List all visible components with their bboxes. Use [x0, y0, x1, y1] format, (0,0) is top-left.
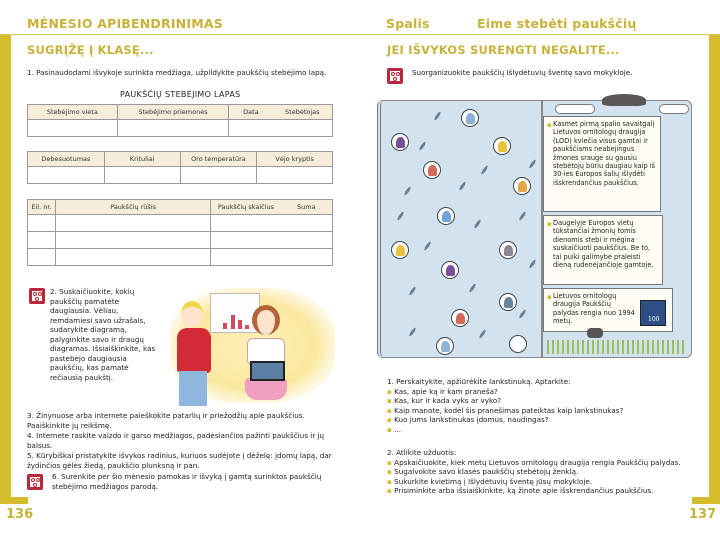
table-cell[interactable]: [28, 167, 105, 184]
table-cell[interactable]: [211, 232, 333, 249]
bullet-item: ▪ Prisiminkite arba išsiaiškinkite, ką žinote apie išskrendančius paukščius.: [387, 486, 654, 495]
header-month: Spalis: [386, 16, 430, 31]
bullet-item: ▪ Kas, apie ką ir kam praneša?: [387, 386, 498, 396]
feather-icon: [468, 283, 476, 293]
stamp-100: 100: [640, 300, 666, 326]
table-cell[interactable]: [55, 232, 210, 249]
bird-icon: [391, 241, 409, 259]
gold-margin-bar: [709, 35, 720, 504]
col-header: Krituliai: [104, 152, 180, 167]
bird-icon: [441, 261, 459, 279]
section-title: SUGRĮŽĘ Į KLASĘ...: [27, 43, 154, 57]
feather-icon: [408, 286, 416, 296]
col-header: Paukščių rūšis: [55, 200, 210, 215]
task-1: 1. Pasinaudodami išvykoje surinkta medžiaga, užpildykite paukščių stebėjimo lapą.: [27, 68, 327, 77]
leaflet-note-1: ▪ Kasmet pirmą spalio savaitgalį Lietuvos ornitologų draugija (LOD) kviečia visus gamtai ir paukščiams neabejingus žmones sraugе su gausiu stebėtojų būriu daugiau kaip iš 30-ies Europos šalių išlydėti išskrendančius paukščius.: [543, 116, 661, 212]
section-title: JEI IŠVYKOS SURENGTI NEGALITE...: [387, 43, 620, 57]
header-rule: [360, 34, 720, 35]
table-cell[interactable]: [55, 215, 210, 232]
table-cell[interactable]: [28, 215, 56, 232]
bird-icon: [509, 335, 527, 353]
right-task-1: 1. Perskaitykite, apžiūrėkite lankstinuką. Aptarkite: ▪ Kas, apie ką ir kam praneša? ▪ Kas, kur ir kada vyks ar vyko? ▪ Kaip manote, kodėl šis pranešimas pateiktas kaip lankstinukas? ▪ Kuo jums lankstinukas įdomus, naudingas? ▪ ...: [387, 377, 707, 434]
leaflet-illustration: [377, 100, 692, 358]
observation-table-1: [27, 104, 333, 137]
binoculars-icon: [587, 328, 603, 338]
observation-table-2: [27, 151, 333, 184]
bird-photo: [250, 361, 285, 381]
col-header: Paukščių skaičius: [211, 200, 281, 215]
bullet-item: ▪ Sukurkite kvietimą į Išlydėtuvių šventę jūsų mokykloje.: [387, 476, 593, 486]
header-title: MĖNESIO APIBENDRINIMAS: [27, 16, 223, 31]
header-rule: [0, 34, 360, 35]
feather-icon: [418, 141, 426, 151]
col-header: Oro temperatūra: [180, 152, 257, 167]
col-header: Stebėjimo vieta: [28, 105, 118, 120]
bird-icon: [461, 109, 479, 127]
col-header: Suma: [281, 200, 333, 215]
group-activity-icon: [29, 288, 45, 304]
eagle-icon: [602, 94, 646, 106]
gold-margin-foot: [692, 497, 720, 504]
table-cell[interactable]: [55, 249, 210, 266]
feather-icon: [396, 211, 404, 221]
bullet-item: ▪ ...: [387, 424, 402, 434]
task-4: 4. Internete raskite vaizdo ir garso medžiagos, padėsiančios pažinti paukščius ir jų balsus.: [27, 431, 325, 450]
table-cell[interactable]: [257, 167, 333, 184]
children-with-chart-illustration: [165, 283, 340, 408]
leaflet-cover: [377, 100, 542, 358]
col-header: Vėjo kryptis: [257, 152, 333, 167]
table-cell[interactable]: [28, 120, 118, 137]
col-header: Data: [229, 105, 273, 120]
bird-icon: [493, 137, 511, 155]
col-header: Eil. nr.: [28, 200, 56, 215]
cloud-icon: [659, 104, 689, 114]
feather-icon: [403, 186, 411, 196]
bird-icon: [451, 309, 469, 327]
leaflet-note-3: ▪ Lietuvos ornitologų draugija Paukščių palydas rengia nuo 1994 metų.: [543, 288, 673, 332]
table-cell[interactable]: [229, 120, 333, 137]
header-topic: Eime stebėti paukščių: [477, 16, 637, 31]
bird-icon: [499, 293, 517, 311]
bullet-item: ▪ Kas, kur ir kada vyks ar vyko?: [387, 396, 502, 405]
cloud-icon: [555, 104, 595, 114]
intro-text: Suorganizuokite paukščių Išlydėtuvių šventę savo mokykloje.: [412, 68, 633, 77]
col-header: Stebėtojas: [273, 105, 333, 120]
bird-icon: [436, 337, 454, 355]
task-3: 3. Žinynuose arba internete paieškokite patarlių ir priežodžių apie paukščius. Paaiškinkite jų reikšmę.: [27, 411, 305, 430]
table-cell[interactable]: [180, 167, 257, 184]
grass-decoration: [547, 340, 687, 354]
bird-icon: [513, 177, 531, 195]
feather-icon: [528, 159, 536, 169]
observation-sheet-title: PAUKŠČIŲ STEBĖJIMO LAPAS: [120, 90, 241, 99]
observation-table-3: [27, 199, 333, 266]
page-number: 137: [689, 507, 717, 522]
page-number: 136: [6, 507, 34, 522]
right-task-2: 2. Atlikite užduotis: ▪ Apskaičiuokite, kiek metų Lietuvos ornitologų draugija rengia Paukščių palydas. ▪ Sugalvokite savo klasės paukščių stebėtojų ženklą. ▪ Sukurkite kvietimą į Išlydėtuvių šventę jūsų mokykloje. ▪ Prisiminkite arba išsiaiškinkite, ką žinote apie išskrendančius paukščius.: [387, 448, 707, 496]
feather-icon: [480, 165, 488, 175]
feather-icon: [423, 241, 431, 251]
task-5: 5. Kūrybiškai pristatykite išvykos radinius, kuriuos sudėjote į dėželę: įdomų lapą, dar žydinčios gėlės žiedą, paukščio plunksną ir pan.: [27, 451, 332, 470]
gold-margin-bar: [0, 35, 11, 504]
group-activity-icon: [27, 474, 43, 490]
task-6: 6. Surenkite per šio mėnesio pamokas ir išvyką į gamtą surinktos paukščių stebėjimo medžiagos parodą.: [52, 472, 322, 491]
bullet-item: ▪ Kuo jums lankstinukas įdomus, naudingas?: [387, 415, 549, 424]
group-activity-icon: [387, 68, 403, 84]
feather-icon: [528, 259, 536, 269]
bird-icon: [499, 241, 517, 259]
col-header: Stebėjimo priemonės: [117, 105, 229, 120]
table-cell[interactable]: [211, 249, 333, 266]
feather-icon: [518, 309, 526, 319]
bullet-item: ▪ Kaip manote, kodėl šis pranešimas pateiktas kaip lankstinukas?: [387, 405, 624, 415]
table-cell[interactable]: [117, 120, 229, 137]
feather-icon: [518, 211, 526, 221]
feather-icon: [408, 327, 416, 337]
leaflet-note-2: ▪ Daugelyje Europos vietų tūkstančiai žmonių tomis dienomis stebi ir mėgina suskaičiuoti paukščius. Be to, tai puiki galimybė praleisti dieną rudenėjančioje gamtoje.: [543, 215, 663, 285]
feather-icon: [473, 219, 481, 229]
bird-icon: [423, 161, 441, 179]
table-cell[interactable]: [28, 232, 56, 249]
table-cell[interactable]: [104, 167, 180, 184]
feather-icon: [478, 329, 486, 339]
bullet-item: ▪ Apskaičiuokite, kiek metų Lietuvos ornitologų draugija rengia Paukščių palydas.: [387, 457, 681, 467]
feather-icon: [433, 111, 441, 121]
col-header: Debesuotumas: [28, 152, 105, 167]
bird-icon: [437, 207, 455, 225]
feather-icon: [458, 181, 466, 191]
bird-icon: [391, 133, 409, 151]
gold-margin-foot: [0, 497, 28, 504]
table-cell[interactable]: [211, 215, 333, 232]
bullet-item: ▪ Sugalvokite savo klasės paukščių stebėtojų ženklą.: [387, 467, 579, 476]
table-cell[interactable]: [28, 249, 56, 266]
task-2: 2. Suskaičiuokite, kokių paukščių pamatėte daugiausia. Vėliau, remdamiesi savo užrašais, sudarykite diagramą, palyginkite savo ir draugų diagramas. Išsiaiškinkite, kas pastebėjo daugiausia paukščių, kas pamatė rečiausią paukštį.: [50, 287, 156, 382]
